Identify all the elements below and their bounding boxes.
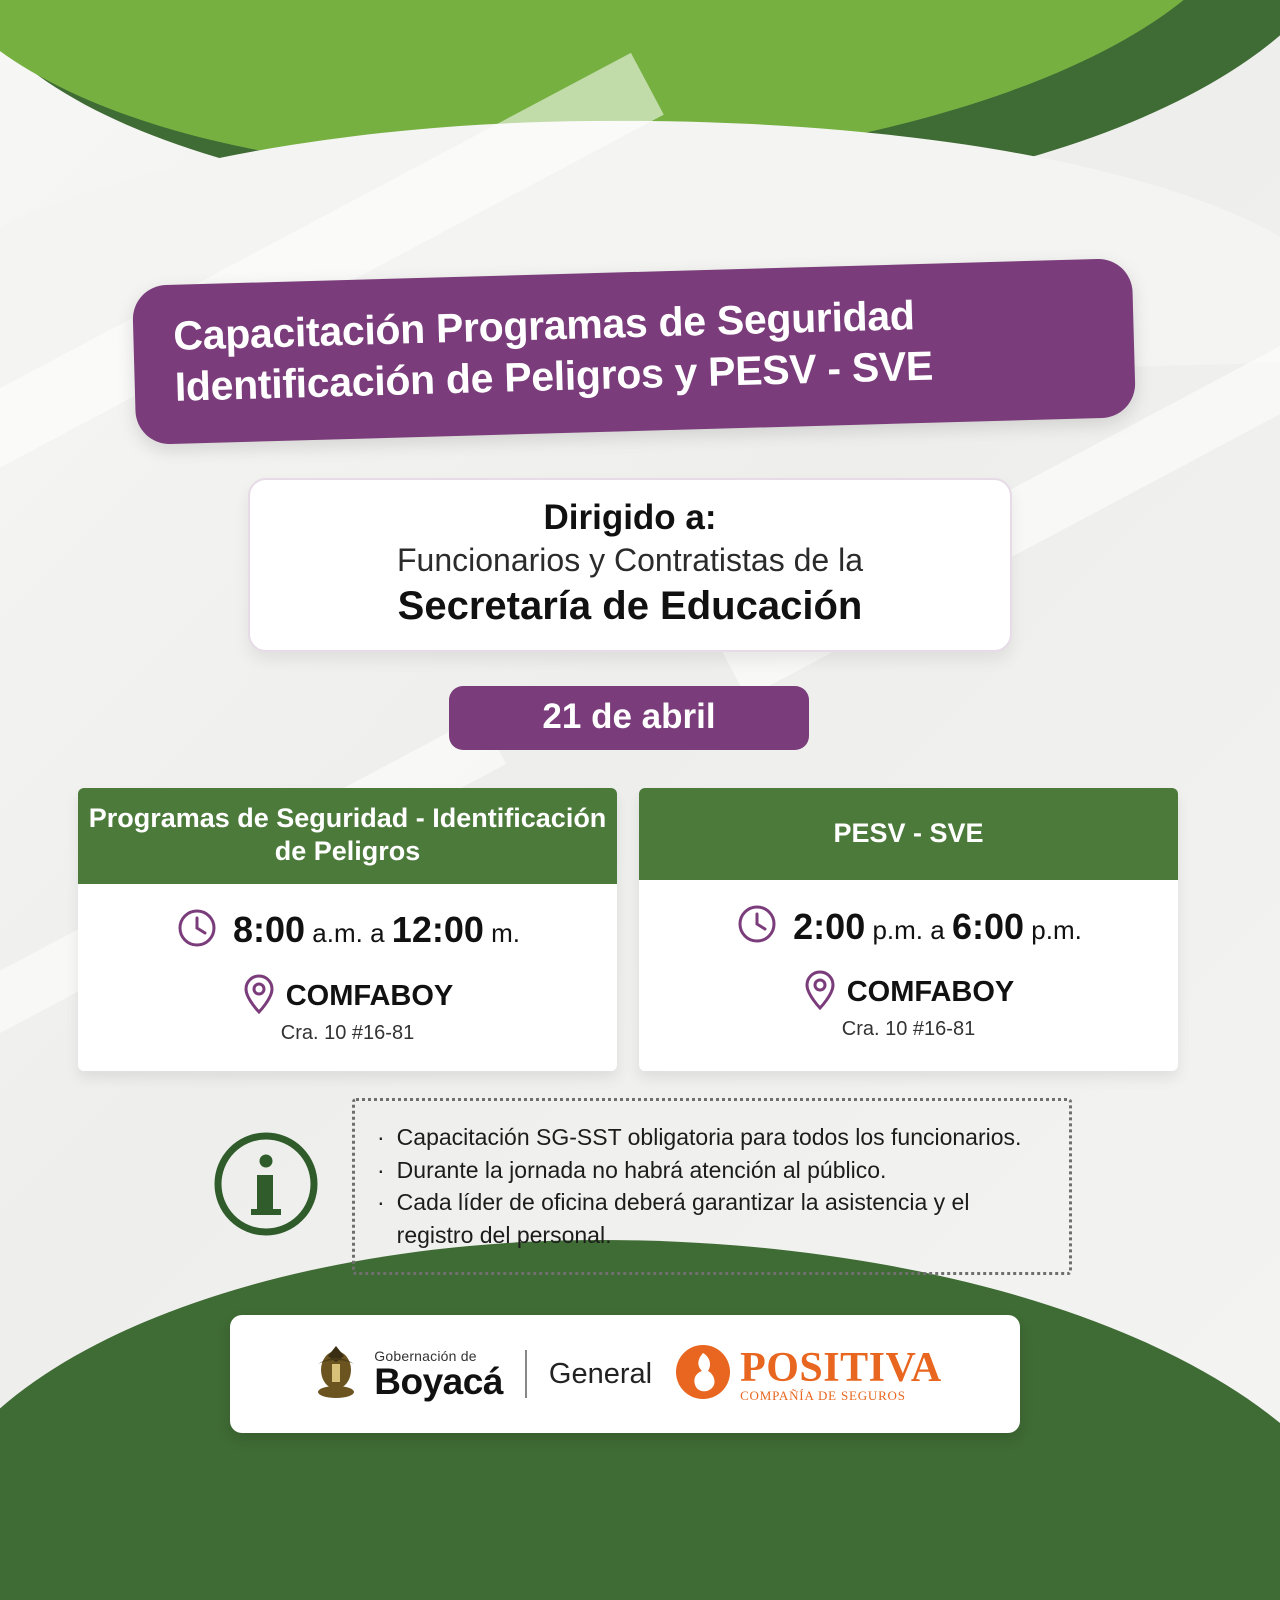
- notes-box: [352, 1098, 1072, 1275]
- session-1-body: [78, 884, 617, 1071]
- sessions-container: [78, 788, 1178, 1071]
- session-1-place-row: [88, 973, 607, 1020]
- audience-entity: Secretaría de Educación: [397, 584, 863, 629]
- session-2-place: COMFABOY: [846, 976, 1015, 1008]
- boyaca-label: Boyacá: [374, 1360, 503, 1402]
- coat-of-arms-icon: [308, 1340, 364, 1409]
- session-1-address: Cra. 10 #16-81: [280, 1021, 415, 1044]
- note-item: [377, 1186, 1045, 1251]
- note-text: Capacitación SG-SST obligatoria para todos los funcionarios.: [396, 1124, 1022, 1150]
- logo-divider: [525, 1350, 527, 1398]
- session-2-address: Cra. 10 #16-81: [841, 1018, 976, 1040]
- note-text: Cada líder de oficina deberá garantizar la asistencia y el registro del personal.: [396, 1189, 970, 1248]
- session-2-join: a: [930, 914, 945, 945]
- session-1-time-row: [88, 906, 607, 955]
- session-2-title: PESV - SVE: [639, 788, 1178, 880]
- clock-icon: [175, 906, 219, 955]
- audience-subtitle: Funcionarios y Contratistas de la: [397, 542, 863, 579]
- location-pin-icon: [803, 969, 837, 1016]
- positiva-name: POSITIVA: [740, 1344, 942, 1391]
- session-2-end: 6:00: [951, 905, 1025, 947]
- clock-icon: [735, 902, 779, 951]
- note-bullet: ·: [377, 1124, 385, 1150]
- session-2-time-row: [649, 902, 1168, 951]
- session-1-join: a: [370, 918, 385, 949]
- session-2-time: [793, 906, 1082, 948]
- title-line-1: Capacitación Programas de Seguridad: [172, 292, 916, 359]
- session-1-title: Programas de Seguridad - Identificación de Peligros: [78, 788, 617, 884]
- notes-section: [210, 1098, 1072, 1275]
- note-bullet: ·: [377, 1156, 385, 1183]
- session-1-start-suffix: a.m.: [312, 918, 363, 949]
- session-1-start: 8:00: [232, 909, 306, 951]
- title-line-2: Identificación de Peligros y PESV - SVE: [174, 342, 934, 411]
- positiva-flame-icon: [674, 1343, 732, 1406]
- general-label: General: [548, 1357, 653, 1390]
- date-badge: [449, 686, 809, 750]
- session-card-1: [78, 788, 617, 1071]
- positiva-logo: [674, 1343, 942, 1406]
- note-text: Durante la jornada no habrá atención al público.: [396, 1156, 887, 1183]
- positiva-wordmark: [740, 1344, 942, 1403]
- date-label: 21 de abril: [542, 697, 716, 736]
- audience-heading: Dirigido a:: [543, 498, 717, 537]
- session-1-time: [233, 909, 520, 951]
- session-2-start-suffix: p.m.: [872, 914, 924, 945]
- session-2-end-suffix: p.m.: [1031, 914, 1082, 945]
- session-1-end-suffix: m.: [491, 918, 520, 949]
- session-2-start: 2:00: [793, 905, 866, 947]
- title-banner: [132, 258, 1136, 444]
- boyaca-logo: [308, 1340, 503, 1409]
- positiva-tagline: COMPAÑÍA DE SEGUROS: [740, 1387, 906, 1403]
- logo-bar: [230, 1315, 1020, 1433]
- session-2-place-row: [649, 969, 1168, 1016]
- gobernacion-label: Gobernación de: [374, 1347, 477, 1364]
- session-1-place: COMFABOY: [285, 979, 454, 1012]
- boyaca-wordmark: [374, 1349, 503, 1400]
- session-1-end: 12:00: [391, 909, 484, 951]
- note-item: [377, 1121, 1045, 1154]
- note-bullet: ·: [377, 1189, 385, 1216]
- session-2-body: [639, 880, 1178, 1067]
- location-pin-icon: [242, 973, 276, 1020]
- note-item: [377, 1154, 1045, 1187]
- session-card-2: [639, 788, 1178, 1071]
- audience-card: [248, 478, 1012, 652]
- info-icon: [210, 1128, 322, 1245]
